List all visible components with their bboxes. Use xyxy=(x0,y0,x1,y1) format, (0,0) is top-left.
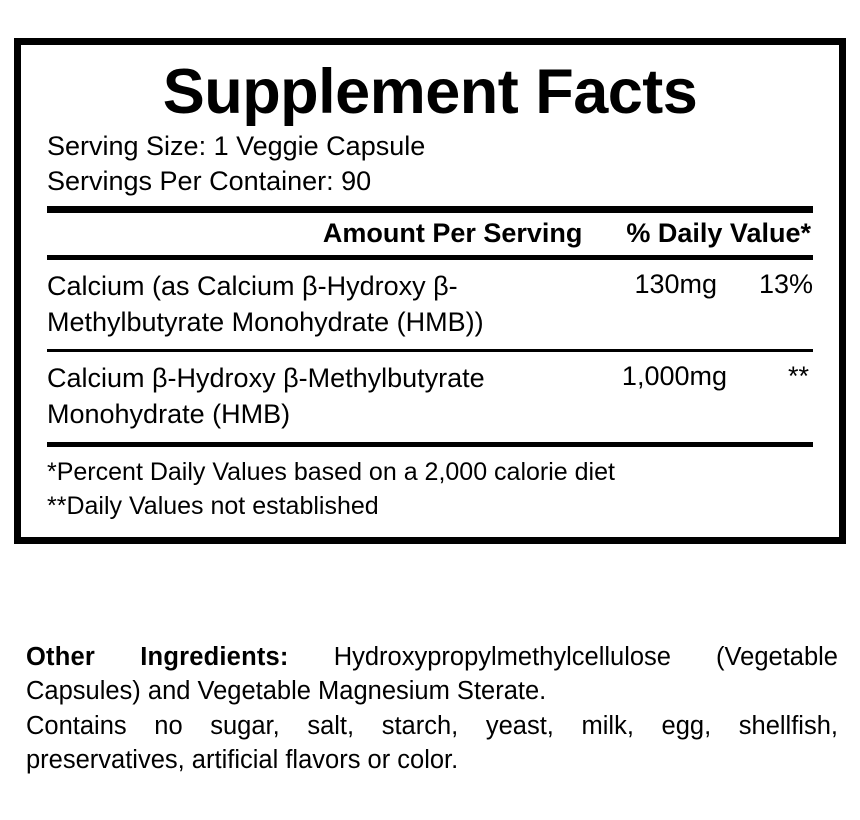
footnote-not-established: **Daily Values not established xyxy=(47,491,379,520)
column-header-daily-value: % Daily Value* xyxy=(626,218,811,249)
nutrient-amount: 130mg xyxy=(634,269,717,300)
other-ingredients-label: Other Ingredients: xyxy=(26,643,289,671)
nutrient-daily-value: 13% xyxy=(758,269,813,300)
nutrient-row xyxy=(47,260,813,349)
nutrient-amount: 1,000mg xyxy=(621,361,727,392)
nutrient-row xyxy=(47,352,813,441)
contains-note: Contains no sugar, salt, starch, yeast, milk, egg, shellfish, preservatives, artificial flavors or color. xyxy=(26,711,838,775)
footnotes xyxy=(47,447,813,523)
footnote-daily-value-basis: *Percent Daily Values based on a 2,000 calorie diet xyxy=(47,457,615,486)
other-ingredients-line xyxy=(26,640,838,709)
nutrient-name: Calcium β-Hydroxy β-Methylbutyrate Monohydrate (HMB) xyxy=(47,363,485,430)
nutrient-name: Calcium (as Calcium β-Hydroxy β-Methylbutyrate Monohydrate (HMB)) xyxy=(47,271,484,337)
page-title: Supplement Facts xyxy=(162,57,698,127)
nutrient-daily-value: ** xyxy=(787,361,809,392)
column-header-amount-per-serving: Amount Per Serving xyxy=(322,218,583,249)
servings-per-container-text: Servings Per Container: 90 xyxy=(47,165,372,196)
other-ingredients-text: Hydroxypropylmethylcellulose (Vegetable Capsules) and Vegetable Magnesium Sterate. xyxy=(26,643,838,706)
other-ingredients-section xyxy=(26,640,838,778)
column-headers xyxy=(47,213,813,255)
divider-top xyxy=(47,206,813,213)
serving-size-text: Serving Size: 1 Veggie Capsule xyxy=(47,131,426,162)
supplement-facts-panel xyxy=(14,38,846,544)
